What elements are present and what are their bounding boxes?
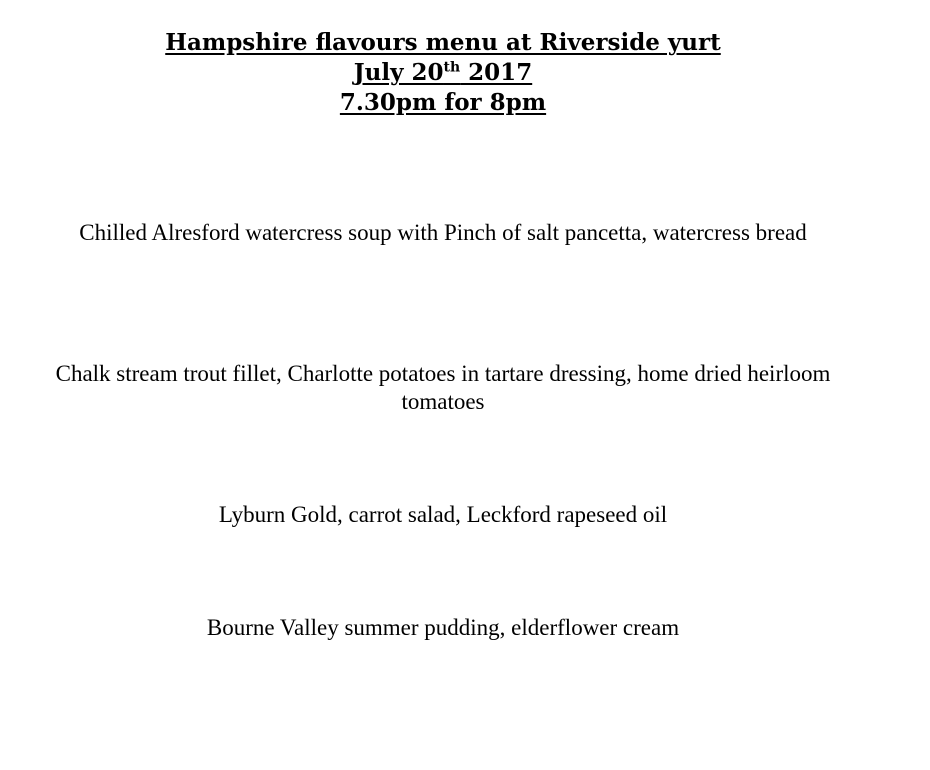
course-main: Chalk stream trout fillet, Charlotte potatoes in tartare dressing, home dried heirloom tomatoes (55, 361, 831, 414)
menu-header (0, 28, 886, 118)
course-cheese: Lyburn Gold, carrot salad, Leckford rapeseed oil (218, 502, 668, 527)
menu-date-year: 2017 (460, 59, 533, 86)
menu-time: 7.30pm for 8pm (339, 89, 547, 116)
menu-date-ordinal: th (443, 59, 461, 76)
course-dessert: Bourne Valley summer pudding, elderflower cream (206, 615, 680, 640)
menu-title: Hampshire flavours menu at Riverside yurt (165, 29, 721, 56)
menu-date (0, 58, 886, 88)
menu-date-day: July 20 (353, 59, 444, 86)
course-starter: Chilled Alresford watercress soup with Pinch of salt pancetta, watercress bread (79, 220, 807, 245)
